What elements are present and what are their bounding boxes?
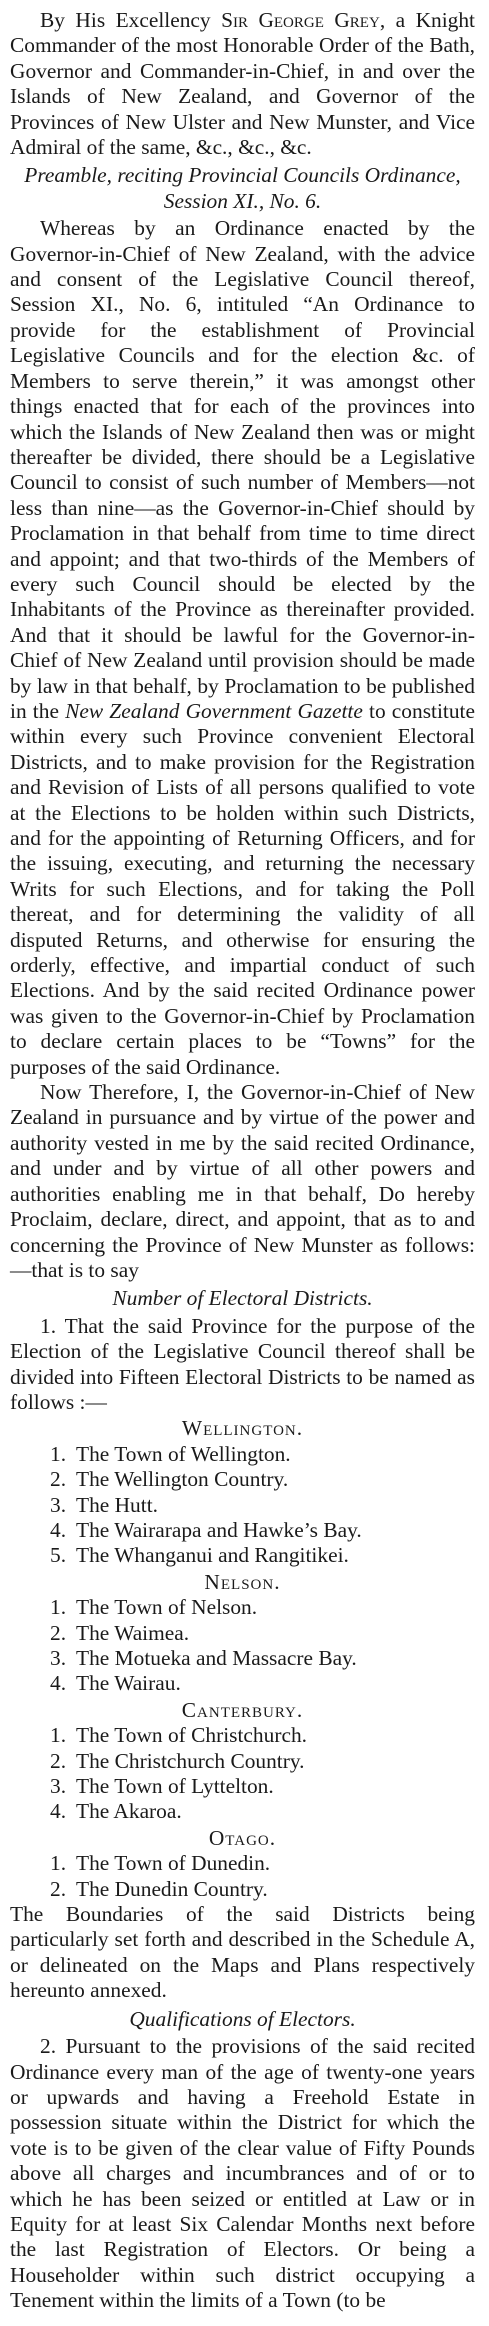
region-title-nelson: Nelson. — [204, 1569, 281, 1594]
region-title-otago: Otago. — [208, 1825, 277, 1850]
district-list-canterbury — [10, 1723, 475, 1825]
district-item: 4. The Wairarapa and Hawke’s Bay. — [50, 1517, 362, 1542]
district-item: 4. The Akaroa. — [50, 1799, 182, 1824]
districts-heading: Number of Electoral Districts. — [112, 1286, 373, 1311]
qualifications-paragraph: 2. Pursuant to the provisions of the said recited Ordinance every man of the age of twenty-one years or upwards and having a Freehold Estate in possession situate within the District for which the vote is to be given of the clear value of Fifty Pounds above all charges and incumbrances and of or to which he has been seized or entitled at Law or in Equity for at least Six Calendar Months next before the last Registration of Electors. Or being a Householder within such district occupying a Tenement within the limits of a Town (to be — [10, 2034, 475, 2313]
preamble-paragraph-1 — [10, 216, 475, 1080]
district-item: 3. The Hutt. — [50, 1492, 158, 1517]
preamble-heading: Preamble, reciting Provincial Councils Ordinance, Session XI., No. 6. — [24, 163, 461, 213]
region-title-wellington: Wellington. — [181, 1416, 304, 1441]
region-title-canterbury: Canterbury. — [181, 1697, 304, 1722]
header-titles: , a Knight Commander of the most Honorable Order of the Bath, Governor and Commander-in-Chief, in and over the Islands of New Zealand, and Governor of the Provinces of New Ulster and New Munster, and Vice Admiral of the same, &c., &c., &c. — [10, 8, 475, 160]
district-item: 1. The Town of Christchurch. — [50, 1723, 307, 1748]
district-item: 1. The Town of Wellington. — [50, 1441, 291, 1466]
district-item: 1. The Town of Nelson. — [50, 1595, 258, 1620]
district-item: 5. The Whanganui and Rangitikei. — [50, 1543, 349, 1568]
preamble-text-a: Whereas by an Ordinance enacted by the Governor-in-Chief of New Zealand, with the advice and consent of the Legislative Council thereof, Session XI., No. 6, intituled “An Ordinance to provide for the establishment of Provincial Legislative Councils and for the election &c. of Members to serve therein,” it was amongst other things enacted that for each of the provinces into which the Islands of New Zealand then was or might thereafter be divided, there should be a Legislative Council to consist of such number of Members—not less than nine—as the Governor-in-Chief should by Proclamation in that behalf from time to time direct and appoint; and that two-thirds of the Members of every such Council should be elected by the Inhabitants of the Province as thereinafter provided. And that it should be lawful for the Governor-in-Chief of New Zealand until provision should be made by law in that behalf, by Proclamation to be published in the — [10, 216, 475, 723]
district-item: 1. The Town of Dunedin. — [50, 1851, 271, 1876]
district-item: 2. The Dunedin Country. — [50, 1876, 268, 1901]
district-list-otago — [10, 1851, 475, 1902]
governor-name: Sir George Grey — [221, 8, 380, 32]
district-boundaries-note: The Boundaries of the said Districts being particularly set forth and described in the Schedule A, or delineated on the Maps and Plans respectively hereunto annexed. — [10, 1902, 475, 2003]
district-item: 3. The Town of Lyttelton. — [50, 1774, 274, 1799]
gazette-title: New Zealand Government Gazette — [65, 698, 363, 723]
district-item: 2. The Christchurch Country. — [50, 1748, 305, 1773]
preamble-paragraph-2: Now Therefore, I, the Governor-in-Chief of New Zealand in pursuance and by virtue of the power and authority vested in me by the said recited Ordinance, and under and by virtue of all other powers and authorities enabling me in that behalf, Do hereby Proclaim, declare, direct, and appoint, that as to and concerning the Province of New Munster as follows:—that is to say — [10, 1080, 475, 1282]
district-item: 4. The Wairau. — [50, 1671, 181, 1696]
qualifications-heading: Qualifications of Electors. — [129, 2006, 356, 2031]
districts-intro: 1. That the said Province for the purpose of the Election of the Legislative Council thereof shall be divided into Fifteen Electoral Districts to be named as follows :— — [10, 1313, 475, 1414]
header-lead: By His Excellency — [40, 8, 211, 32]
district-list-nelson — [10, 1595, 475, 1697]
district-list-wellington — [10, 1442, 475, 1569]
proclamation-header — [10, 8, 475, 160]
district-item: 2. The Waimea. — [50, 1620, 190, 1645]
district-item: 3. The Motueka and Massacre Bay. — [50, 1646, 357, 1670]
district-item: 2. The Wellington Country. — [50, 1467, 289, 1492]
preamble-text-b: to constitute within every such Province convenient Electoral Districts, and to make provision for the Registration and Revision of Lists of all persons qualified to vote at the Elections to be holden within such Districts, and for the appointing of Returning Officers, and for the issuing, executing, and returning the necessary Writs for such Elections, and for taking the Poll thereat, and for determining the validity of all disputed Returns, and otherwise for ensuring the orderly, effective, and impartial conduct of such Elections. And by the said recited Ordinance power was given to the Governor-in-Chief by Proclamation to declare certain places to be “Towns” for the purposes of the said Ordinance. — [10, 698, 475, 1079]
